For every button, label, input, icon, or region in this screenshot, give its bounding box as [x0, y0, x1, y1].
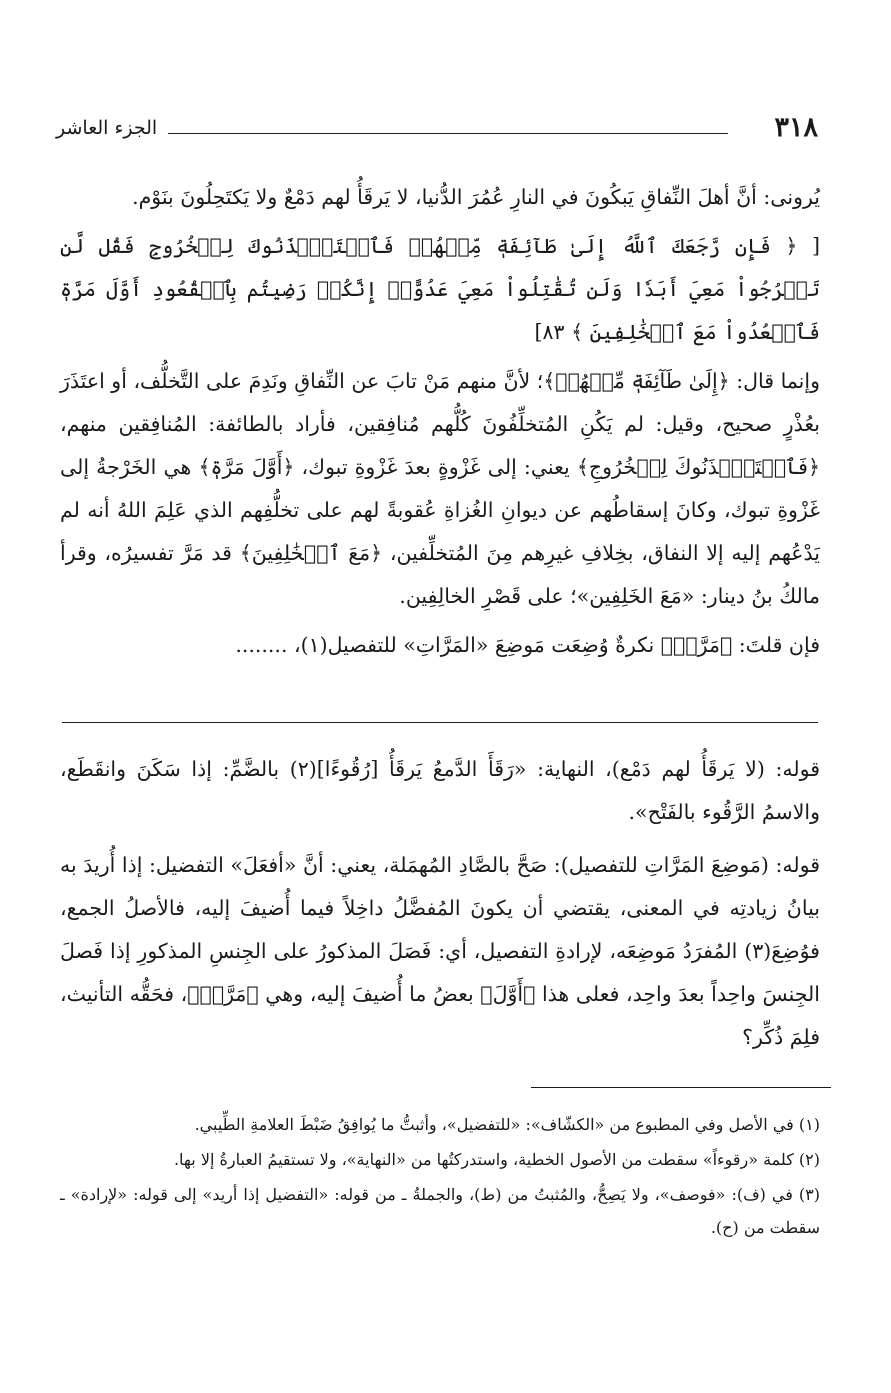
main-text	[60, 176, 820, 667]
commentary	[60, 748, 820, 1059]
footnote: (٣) في (ف): «فوصف»، ولا يَصِحُّ، والمُثبتُ من (ط)، والجملةُ ـ من قوله: «التفضيل إذا أريد» إلى قوله: «لإرادة» ـ سقطت من (ح).	[60, 1185, 821, 1237]
main-paragraph: وإنما قال: ﴿إِلَىٰ طَآئِفَةٖ مِّنۡهُمۡ﴾؛ لأنَّ منهم مَنْ تابَ عن النِّفاقِ ونَدِمَ على التَّخلُّف، أو اعتَذَرَ بعُذْرٍ صحيح، وقيل: لم يَكُنِ المُتخلِّفُونَ كُلُّهم مُنافِقين، فأراد بالطائفة: المُنافِقين منهم، ﴿فَٱسۡتَـٔۡذَنُوكَ لِلۡخُرُوجِ﴾ يعني: إلى غَزْوةٍ بعدَ غَزْوةِ تبوك، ﴿أَوَّلَ مَرَّةٖ﴾ هي الخَرْجةُ إلى غَزْوةِ تبوك، وكانَ إسقاطُهم عن ديوانِ الغُزاةِ عُقوبةً لهم على تخلُّفِهم الذي عَلِمَ اللهُ أنه لم يَدْعُهم إليه إلا النفاق، بخِلافِ غيرِهم مِنَ المُتخلِّفين، ﴿مَعَ ٱلۡخَٰلِفِينَ﴾ قد مَرَّ تفسيرُه، وقرأ مالكُ بنُ دينار: «مَعَ الخَلِفِين»؛ على قَصْرِ الخالِفِين.	[60, 369, 820, 608]
section-divider	[62, 722, 818, 723]
main-paragraph: يُرونى: أنَّ أهلَ النِّفاقِ يَبكُونَ في النارِ عُمُرَ الدُّنيا، لا يَرقَأُ لهم دَمْعٌ ولا يَكتَحِلُونَ بنَوْم.	[132, 185, 820, 209]
commentary-paragraph: قوله: (لا يَرقَأُ لهم دَمْع)، النهاية: «رَقَأَ الدَّمعُ يَرقَأُ [رُقُوءًا](٢) بالضَّمِّ: إذا سَكَنَ وانقَطَع، والاسمُ الرَّقُوء بالفَتْح».	[60, 757, 821, 824]
footnotes	[60, 1108, 820, 1244]
footnote: (١) في الأصل وفي المطبوع من «الكشّاف»: «للتفضيل»، وأثبتُّ ما يُوافِقُ ضَبْطَ العلامةِ الطِّيبي.	[194, 1115, 820, 1134]
commentary-paragraph: قوله: (مَوضِعَ المَرَّاتِ للتفصيل): صَحَّ بالصَّادِ المُهمَلة، يعني: أنَّ «أفعَلَ» التفضيل: إذا أُريدَ به بيانُ زيادتِه في المعنى، يقتضي أن يكونَ المُفضَّلُ داخِلاً فيما أُضيفَ إليه، فالأصلُ الجمع، فوُضِعَ(٣) المُفرَدُ مَوضِعَه، لإرادةِ التفصيل، أي: فَصَلَ المذكورُ على الجِنسِ المذكورِ إذا فَصلَ الجِنسَ واحِداً بعدَ واحِد، فعلى هذا ﴿أَوَّلَ﴾ بعضُ ما أُضيفَ إليه، وهي ﴿مَرَّةٖ﴾، فحَقُّه التأنيث، فلِمَ ذُكِّر؟	[60, 853, 820, 1049]
quran-verse: [ ﴿ فَإِن رَّجَعَكَ ٱللَّهُ إِلَىٰ طَآئِفَةٖ مِّنۡهُمۡ فَٱسۡتَـٔۡذَنُوكَ لِلۡخُرُوجِ فَقُل لَّن تَخۡرُجُواْ مَعِيَ أَبَدٗا وَلَن تُقَٰتِلُواْ مَعِيَ عَدُوًّاۖ إِنَّكُمۡ رَضِيتُم بِٱلۡقُعُودِ أَوَّلَ مَرَّةٖ فَٱقۡعُدُواْ مَعَ ٱلۡخَٰلِفِينَ ﴾ ٨٣]	[60, 234, 820, 344]
footnote-rule	[531, 1087, 831, 1088]
main-paragraph: فإن قلتَ: ﴿مَرَّةٖ﴾ نكرةٌ وُضِعَت مَوضِعَ «المَرَّاتِ» للتفصيل(١)، ........	[235, 633, 820, 657]
footnote: (٢) كلمة «رقوءاً» سقطت من الأصول الخطية، واستدركتُها من «النهاية»، ولا تستقيمُ العبارةُ إلا بها.	[173, 1150, 820, 1169]
header-rule	[168, 133, 728, 134]
page-number: ٣١٨	[774, 112, 818, 143]
part-title: الجزء العاشر	[56, 117, 158, 139]
page-header	[56, 112, 818, 152]
